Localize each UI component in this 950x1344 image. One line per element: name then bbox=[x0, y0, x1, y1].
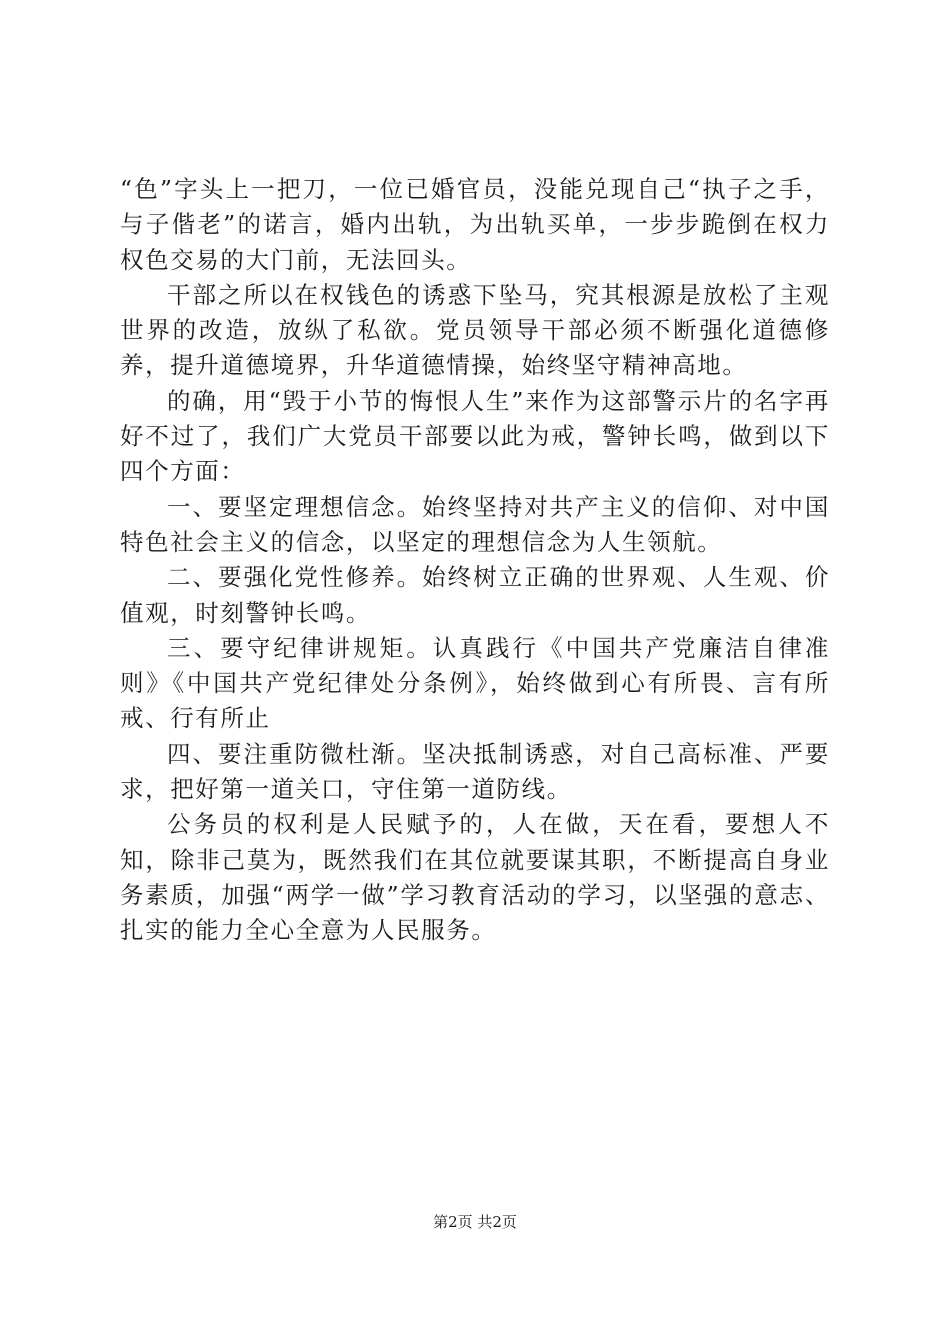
paragraph-4: 一、要坚定理想信念。始终坚持对共产主义的信仰、对中国特色社会主义的信念，以坚定的理想信念为人生领航。 bbox=[120, 492, 830, 556]
paragraph-8: 公务员的权利是人民赋予的，人在做，天在看，要想人不知，除非己莫为，既然我们在其位就要谋其职，不断提高自身业务素质，加强“两学一做”学习教育活动的学习，以坚强的意志、扎实的能力全心全意为人民服务。 bbox=[120, 810, 830, 945]
paragraph-5: 二、要强化党性修养。始终树立正确的世界观、人生观、价值观，时刻警钟长鸣。 bbox=[120, 563, 830, 627]
paragraph-3: 的确，用“毁于小节的悔恨人生”来作为这部警示片的名字再好不过了，我们广大党员干部要以此为戒，警钟长鸣，做到以下四个方面： bbox=[120, 386, 830, 486]
document-body bbox=[120, 172, 830, 949]
paragraph-1: “色”字头上一把刀，一位已婚官员，没能兑现自己“执子之手，与子偕老”的诺言，婚内出轨，为出轨买单，一步步跪倒在权力权色交易的大门前，无法回头。 bbox=[120, 175, 830, 274]
paragraph-6: 三、要守纪律讲规矩。认真践行《中国共产党廉洁自律准则》《中国共产党纪律处分条例》，始终做到心有所畏、言有所戒、行有所止 bbox=[120, 633, 830, 733]
page-number-footer: 第2页 共2页 bbox=[433, 1213, 517, 1231]
paragraph-7: 四、要注重防微杜渐。坚决抵制诱惑，对自己高标准、严要求，把好第一道关口，守住第一道防线。 bbox=[120, 739, 830, 804]
paragraph-2: 干部之所以在权钱色的诱惑下坠马，究其根源是放松了主观世界的改造，放纵了私欲。党员领导干部必须不断强化道德修养，提升道德境界，升华道德情操，始终坚守精神高地。 bbox=[120, 280, 830, 380]
